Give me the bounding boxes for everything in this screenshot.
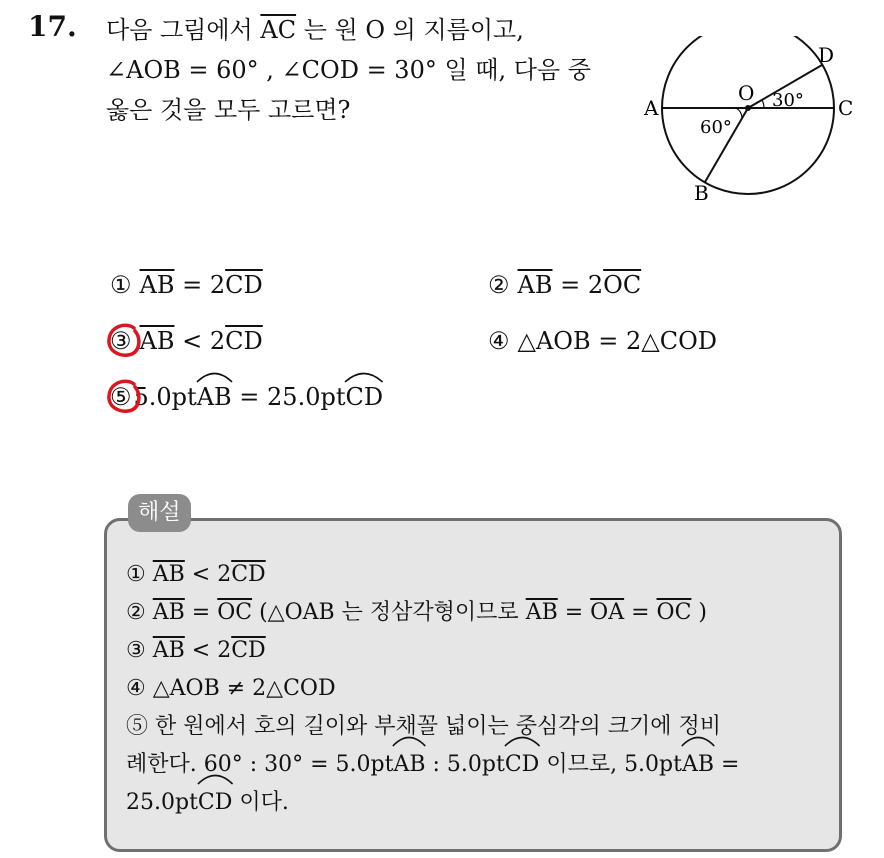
angle-cod-label: 30° — [772, 90, 804, 111]
solution-line-4 — [126, 670, 826, 708]
solution-2-eq2: = — [624, 600, 657, 625]
solution-5-p5: = — [714, 752, 740, 777]
solution-3-b: $\overline{CD}$ — [231, 638, 266, 663]
question-number: 17. — [28, 10, 77, 43]
solution-1-b: $\overline{CD}$ — [231, 562, 266, 587]
choice-5[interactable] — [110, 382, 383, 412]
solution-lines — [126, 556, 826, 822]
solution-5-p4: 이므로, 5.0pt — [539, 752, 682, 777]
arc-ab-text: AB — [196, 383, 232, 411]
choice-3-lhs: $\overline{AB}$ — [139, 327, 175, 355]
choice-4-text: △AOB = 2△COD — [517, 327, 717, 355]
choice-3[interactable] — [110, 326, 263, 356]
sol-arc-ab-2 — [682, 746, 714, 784]
angle-cod-arc — [762, 100, 764, 108]
choice-3-rhs: $\overline{CD}$ — [225, 327, 263, 355]
solution-2-t2: ) — [691, 600, 707, 625]
question-line-1 — [106, 10, 626, 50]
choice-3-op: < 2 — [182, 327, 226, 355]
solution-2-c: $\overline{AB}$ — [525, 600, 558, 625]
solution-1-number: ① — [126, 562, 146, 587]
choice-4-number: ④ — [488, 327, 510, 355]
question-line-3: 옳은 것을 모두 고르면? — [106, 96, 351, 124]
center-point — [745, 105, 751, 111]
solution-3-number: ③ — [126, 638, 146, 663]
arc-cd — [345, 382, 383, 412]
solution-3-a: $\overline{AB}$ — [152, 638, 185, 663]
label-c: C — [838, 96, 854, 120]
solution-line-7 — [126, 784, 826, 822]
sol-arc-cd-2-text: CD — [197, 790, 233, 815]
label-a: A — [644, 96, 659, 120]
solution-3-op: < 2 — [184, 638, 232, 663]
choice-1-op: = 2 — [182, 271, 226, 299]
choice-2-op: = 2 — [560, 271, 604, 299]
question-line-2: ∠AOB = 60° , ∠COD = 30° 일 때, 다음 중 — [106, 56, 591, 84]
choice-2-number: ② — [488, 271, 510, 299]
solution-2-number: ② — [126, 600, 146, 625]
label-d: D — [818, 43, 835, 67]
angle-aob-label: 60° — [700, 117, 732, 138]
solution-5-p1: 한 원에서 호의 길이와 부채꼴 넓이는 중심각의 크기에 정비 — [155, 714, 722, 739]
solution-2-op: = — [184, 600, 218, 625]
solution-1-a: $\overline{AB}$ — [152, 562, 185, 587]
solution-2-b: $\overline{OC}$ — [217, 600, 253, 625]
solution-5-p3: : 5.0pt — [425, 752, 505, 777]
circle-o — [662, 36, 834, 194]
solution-2-eq1: = — [557, 600, 591, 625]
choice-1-number: ① — [110, 271, 132, 299]
question-text — [106, 10, 626, 130]
solution-5-p7: 이다. — [232, 790, 289, 815]
solution-2-a: $\overline{AB}$ — [152, 600, 185, 625]
choice-3-number: ③ — [110, 327, 132, 355]
solution-5-number: ⑤ — [126, 714, 149, 739]
solution-line-3 — [126, 632, 826, 670]
choice-5-pre: 5.0pt — [133, 383, 197, 411]
choice-1[interactable] — [110, 270, 263, 300]
label-b: B — [694, 181, 709, 205]
solution-4-text: △AOB ≠ 2△COD — [152, 676, 336, 701]
sol-arc-ab-2-text: AB — [681, 752, 715, 777]
solution-4-number: ④ — [126, 676, 146, 701]
solution-line-5 — [126, 708, 826, 746]
label-o: O — [738, 81, 755, 105]
solution-5-p2: 례한다. 60° : 30° = 5.0pt — [126, 752, 394, 777]
solution-5-p6: 25.0pt — [126, 790, 198, 815]
sol-arc-ab-1 — [393, 746, 425, 784]
sol-arc-cd-1-text: CD — [504, 752, 540, 777]
sol-arc-ab-1-text: AB — [393, 752, 426, 777]
choice-2[interactable] — [488, 270, 641, 300]
solution-2-d: $\overline{OA}$ — [590, 600, 625, 625]
circled-answer-mark — [104, 376, 144, 416]
choice-1-rhs: $\overline{CD}$ — [225, 271, 263, 299]
arc-ab — [197, 382, 232, 412]
circle-figure — [638, 36, 858, 216]
question-line-1-pre: 다음 그림에서 — [106, 16, 253, 44]
choice-2-rhs: $\overline{OC}$ — [603, 271, 642, 299]
solution-label: 해설 — [128, 494, 191, 532]
question-line-1-post: 는 원 O 의 지름이고, — [303, 16, 524, 44]
circled-answer-mark — [104, 320, 144, 360]
choice-1-lhs: $\overline{AB}$ — [139, 271, 175, 299]
solution-2-t1: (△OAB 는 정삼각형이므로 — [252, 600, 526, 625]
choice-2-lhs: $\overline{AB}$ — [517, 271, 553, 299]
arc-cd-text: CD — [345, 383, 384, 411]
solution-line-2 — [126, 594, 826, 632]
solution-1-op: < 2 — [184, 562, 232, 587]
sol-arc-cd-2 — [198, 784, 232, 822]
solution-2-e: $\overline{OC}$ — [656, 600, 692, 625]
choice-4[interactable] — [488, 326, 717, 356]
choice-5-mid: = 25.0pt — [231, 383, 346, 411]
angle-aob-arc — [736, 108, 742, 118]
solution-line-1 — [126, 556, 826, 594]
choice-5-number: ⑤ — [110, 383, 132, 411]
segment-ac: $\overline{AC}$ — [260, 16, 297, 44]
sol-arc-cd-1 — [505, 746, 539, 784]
